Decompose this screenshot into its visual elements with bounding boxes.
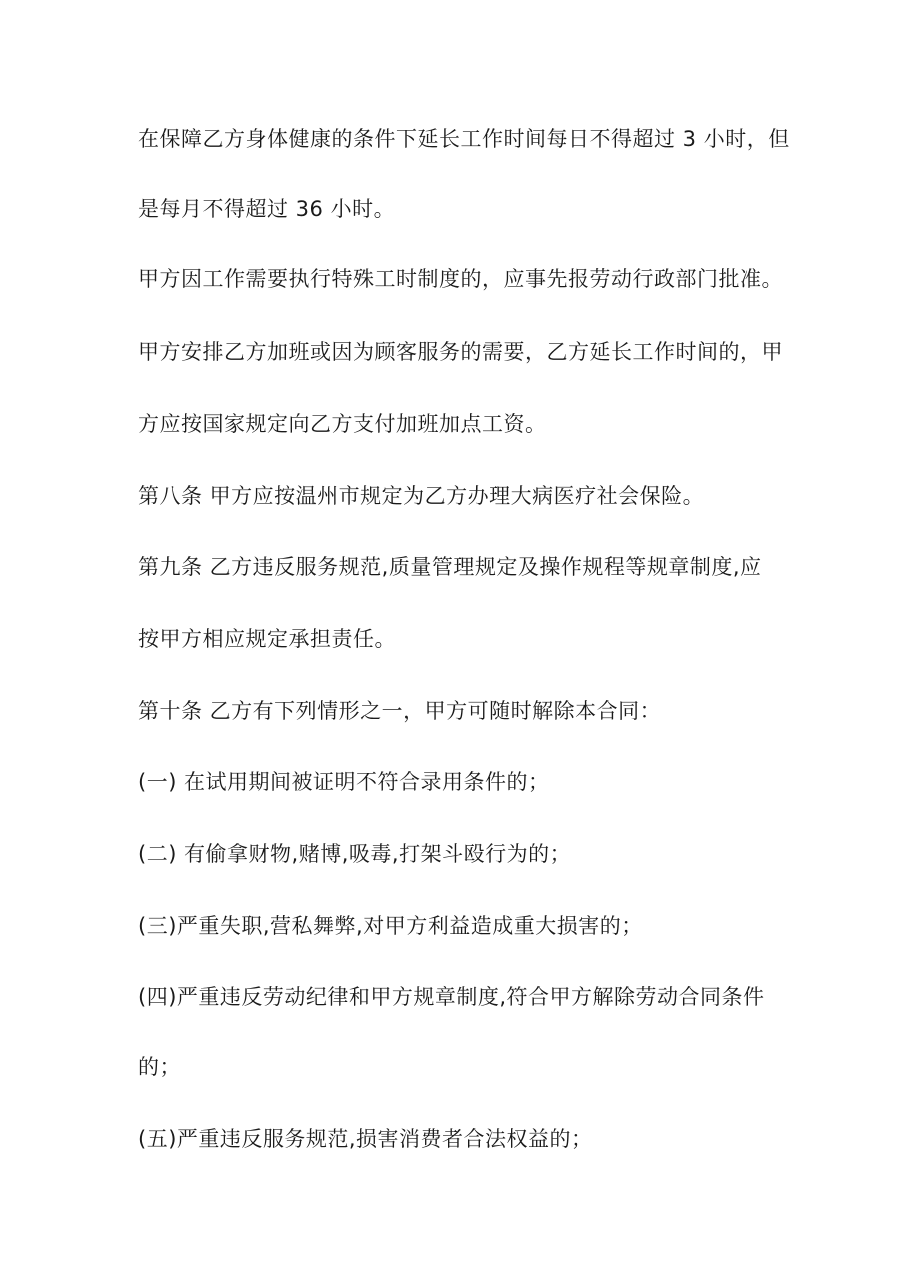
- text-line: 的；: [138, 1055, 181, 1079]
- list-item: (一) 在试用期间被证明不符合录用条件的；: [138, 770, 550, 794]
- text-line: 甲方安排乙方加班或因为顾客服务的需要，乙方延长工作时间的，甲: [138, 340, 783, 364]
- text-line: 在保障乙方身体健康的条件下延长工作时间每日不得超过 3 小时，但: [138, 127, 790, 151]
- article-9: 第九条 乙方违反服务规范,质量管理规定及操作规程等规章制度,应: [138, 555, 762, 579]
- text-line: 甲方因工作需要执行特殊工时制度的，应事先报劳动行政部门批准。: [138, 267, 783, 291]
- text-line: 是每月不得超过 36 小时。: [138, 197, 396, 221]
- list-item: (二) 有偷拿财物,赌博,吸毒,打架斗殴行为的；: [138, 842, 572, 866]
- article-8: 第八条 甲方应按温州市规定为乙方办理大病医疗社会保险。: [138, 484, 705, 508]
- list-item: (五)严重违反服务规范,损害消费者合法权益的；: [138, 1127, 593, 1151]
- text-line: 按甲方相应规定承担责任。: [138, 627, 396, 651]
- list-item: (三)严重失职,营私舞弊,对甲方利益造成重大损害的；: [138, 914, 643, 938]
- list-item: (四)严重违反劳动纪律和甲方规章制度,符合甲方解除劳动合同条件: [138, 985, 765, 1009]
- text-line: 方应按国家规定向乙方支付加班加点工资。: [138, 412, 547, 436]
- article-10: 第十条 乙方有下列情形之一，甲方可随时解除本合同：: [138, 699, 662, 723]
